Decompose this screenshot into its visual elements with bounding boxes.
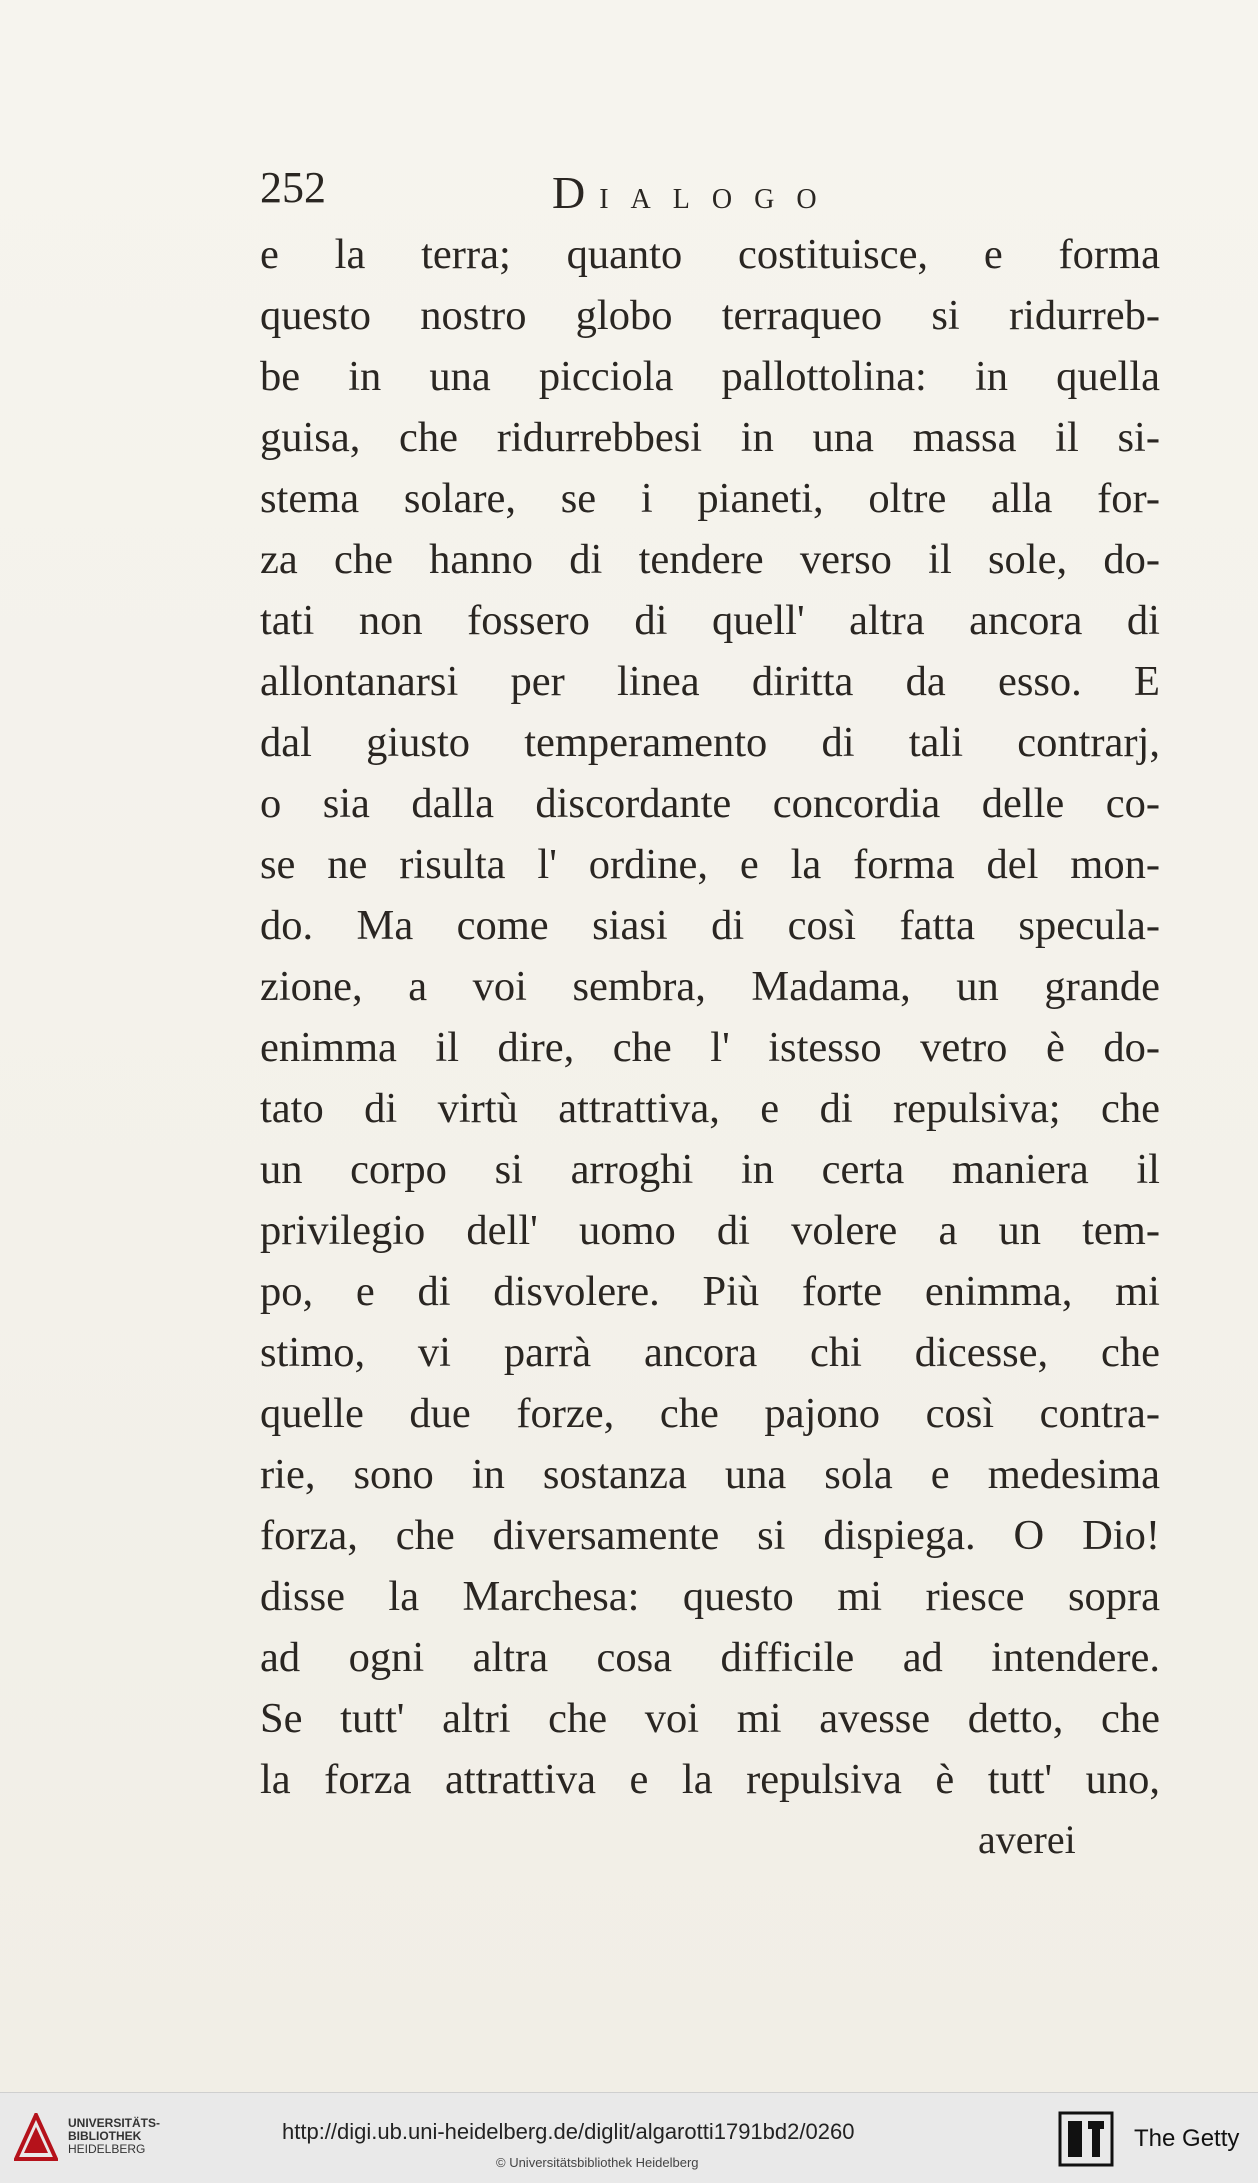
footer-bar: [0, 2092, 1258, 2183]
catchword: averei: [978, 1817, 1076, 1862]
text-line: quelle due forze, che pajono così contra-: [260, 1390, 1160, 1437]
text-line: privilegio dell' uomo di volere a un tem-: [260, 1207, 1160, 1254]
text-line: e la terra; quanto costituisce, e forma: [260, 231, 1160, 278]
text-line: tati non fossero di quell' altra ancora di: [260, 597, 1160, 644]
library-name: UNIVERSITÄTS- BIBLIOTHEK HEIDELBERG: [68, 2116, 161, 2156]
text-line: stimo, vi parrà ancora chi dicesse, che: [260, 1329, 1160, 1376]
text-line: do. Ma come siasi di così fatta specula-: [260, 902, 1160, 949]
text-line: be in una picciola pallottolina: in quella: [260, 353, 1160, 400]
partner-name: The Getty: [1134, 2125, 1240, 2152]
text-line: enimma il dire, che l' istesso vetro è do-: [260, 1024, 1160, 1071]
text-line: questo nostro globo terraqueo si ridurreb-: [260, 292, 1160, 339]
text-line: po, e di disvolere. Più forte enimma, mi: [260, 1268, 1160, 1315]
text-line: allontanarsi per linea diritta da esso. E: [260, 658, 1160, 705]
copyright-notice: © Universitätsbibliothek Heidelberg: [496, 2155, 699, 2170]
text-line: dal giusto temperamento di tali contrarj,: [260, 719, 1160, 766]
text-line: zione, a voi sembra, Madama, un grande: [260, 963, 1160, 1010]
text-line: se ne risulta l' ordine, e la forma del mon-: [260, 841, 1160, 888]
getty-logo-icon: [1058, 2111, 1114, 2167]
text-line: la forza attrattiva e la repulsiva è tutt' uno,: [260, 1756, 1160, 1803]
page-number: 252: [260, 163, 326, 212]
university-library-logo-icon: [14, 2113, 58, 2161]
running-title: DIALOGO: [552, 167, 839, 218]
text-line: stema solare, se i pianeti, oltre alla for-: [260, 475, 1160, 522]
text-line: guisa, che ridurrebbesi in una massa il si-: [260, 414, 1160, 461]
text-line: ad ogni altra cosa difficile ad intendere.: [260, 1634, 1160, 1681]
text-line: o sia dalla discordante concordia delle co-: [260, 780, 1160, 827]
text-line: tato di virtù attrattiva, e di repulsiva; che: [260, 1085, 1160, 1132]
permalink-url[interactable]: http://digi.ub.uni-heidelberg.de/diglit/algarotti1791bd2/0260: [282, 2119, 855, 2144]
text-line: forza, che diversamente si dispiega. O Dio!: [260, 1512, 1160, 1559]
body-text: [260, 224, 1160, 1810]
text-line: rie, sono in sostanza una sola e medesima: [260, 1451, 1160, 1498]
text-line: disse la Marchesa: questo mi riesce sopra: [260, 1573, 1160, 1620]
running-header: [260, 162, 1160, 218]
text-line: za che hanno di tendere verso il sole, do-: [260, 536, 1160, 583]
text-line: Se tutt' altri che voi mi avesse detto, che: [260, 1695, 1160, 1742]
text-line: un corpo si arroghi in certa maniera il: [260, 1146, 1160, 1193]
